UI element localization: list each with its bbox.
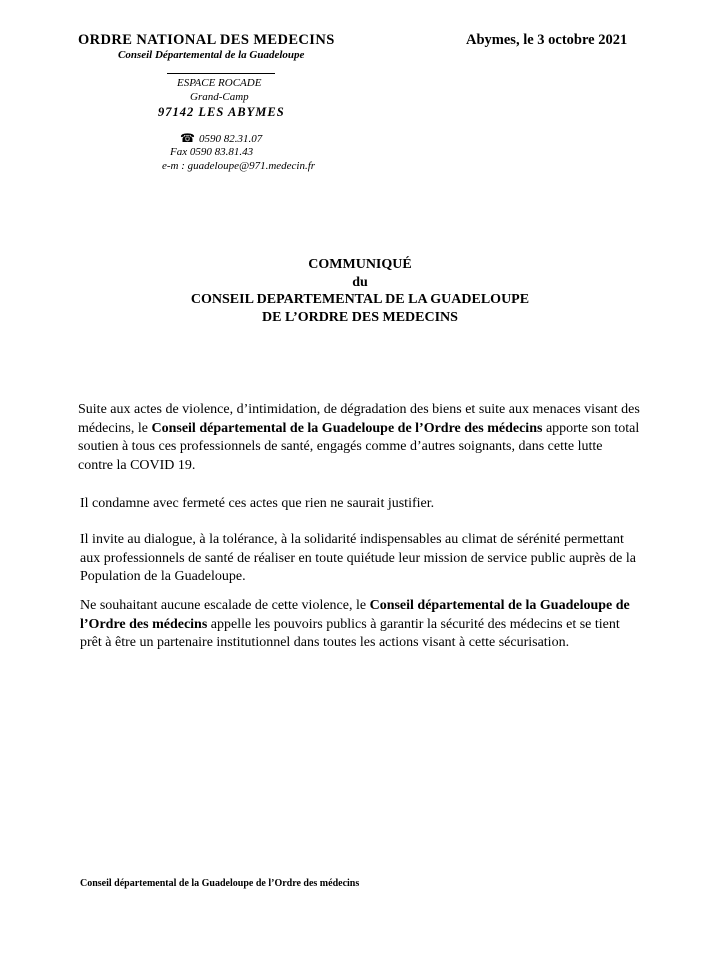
phone-number: 0590 82.31.07	[198, 133, 263, 145]
paragraph-1	[78, 401, 640, 475]
paragraph-3-line-2: aux professionnels de santé de réaliser en toute quiétude leur mission de service public auprès de la	[80, 550, 636, 566]
fax-number: Fax 0590 83.81.43	[170, 146, 254, 158]
text-run: médecins, le	[78, 420, 152, 436]
paragraph-3-line-1: Il invite au dialogue, à la tolérance, à la solidarité indispensables au climat de sérénité permettant	[80, 532, 624, 547]
document-date: Abymes, le 3 octobre 2021	[466, 32, 628, 48]
title-line-3: CONSEIL DEPARTEMENTAL DE LA GUADELOUPE	[190, 292, 530, 307]
title-line-4: DE L’ORDRE DES MEDECINS	[262, 309, 458, 325]
paragraph-1-line-2	[78, 420, 640, 439]
org-title: ORDRE NATIONAL DES MEDECINS	[78, 32, 335, 48]
paragraph-1-line-3: soutien à tous ces professionnels de santé, engagés comme d’autres soignants, dans cette lutte	[78, 439, 603, 454]
text-run: apporte son total	[542, 420, 640, 436]
phone-line	[180, 131, 262, 145]
title-line-2: du	[352, 274, 368, 290]
bold-text-run: Conseil départemental de la Guadeloupe de l’Ordre des médecins	[151, 420, 543, 436]
paragraph-4-line-2	[80, 616, 630, 635]
footer-text: Conseil départemental de la Guadeloupe de l’Ordre des médecins	[80, 878, 360, 889]
telephone-icon: ☎	[180, 131, 195, 145]
title-line-1: COMMUNIQUÉ	[308, 257, 412, 272]
paragraph-3	[80, 531, 636, 587]
bold-text-run: l’Ordre des médecins	[80, 616, 208, 632]
text-run: appelle les pouvoirs publics à garantir la sécurité des médecins et se tient	[207, 616, 620, 632]
paragraph-1-line-1: Suite aux actes de violence, d’intimidation, de dégradation des biens et suite aux menaces visant des	[78, 402, 640, 417]
communique-title	[0, 256, 720, 326]
address-divider	[167, 73, 275, 74]
paragraph-4-line-1	[80, 597, 630, 616]
paragraph-4-line-3: prêt à être un partenaire institutionnel dans toutes les actions visant à cette sécurisation.	[80, 635, 570, 650]
paragraph-1-line-4: contre la COVID 19.	[78, 457, 196, 473]
address-line-2: Grand-Camp	[190, 91, 249, 103]
address-line-1: ESPACE ROCADE	[177, 77, 262, 89]
text-run: Ne souhaitant aucune escalade de cette violence, le	[80, 598, 370, 613]
address-line-3: 97142 LES ABYMES	[158, 105, 285, 119]
paragraph-2: Il condamne avec fermeté ces actes que rien ne saurait justifier.	[80, 496, 435, 511]
bold-text-run: Conseil départemental de la Guadeloupe de	[369, 598, 630, 613]
paragraph-3-line-3: Population de la Guadeloupe.	[80, 569, 246, 584]
paragraph-4	[80, 597, 630, 653]
org-subtitle: Conseil Départemental de la Guadeloupe	[118, 49, 305, 61]
email-address: e-m : guadeloupe@971.medecin.fr	[162, 160, 316, 172]
